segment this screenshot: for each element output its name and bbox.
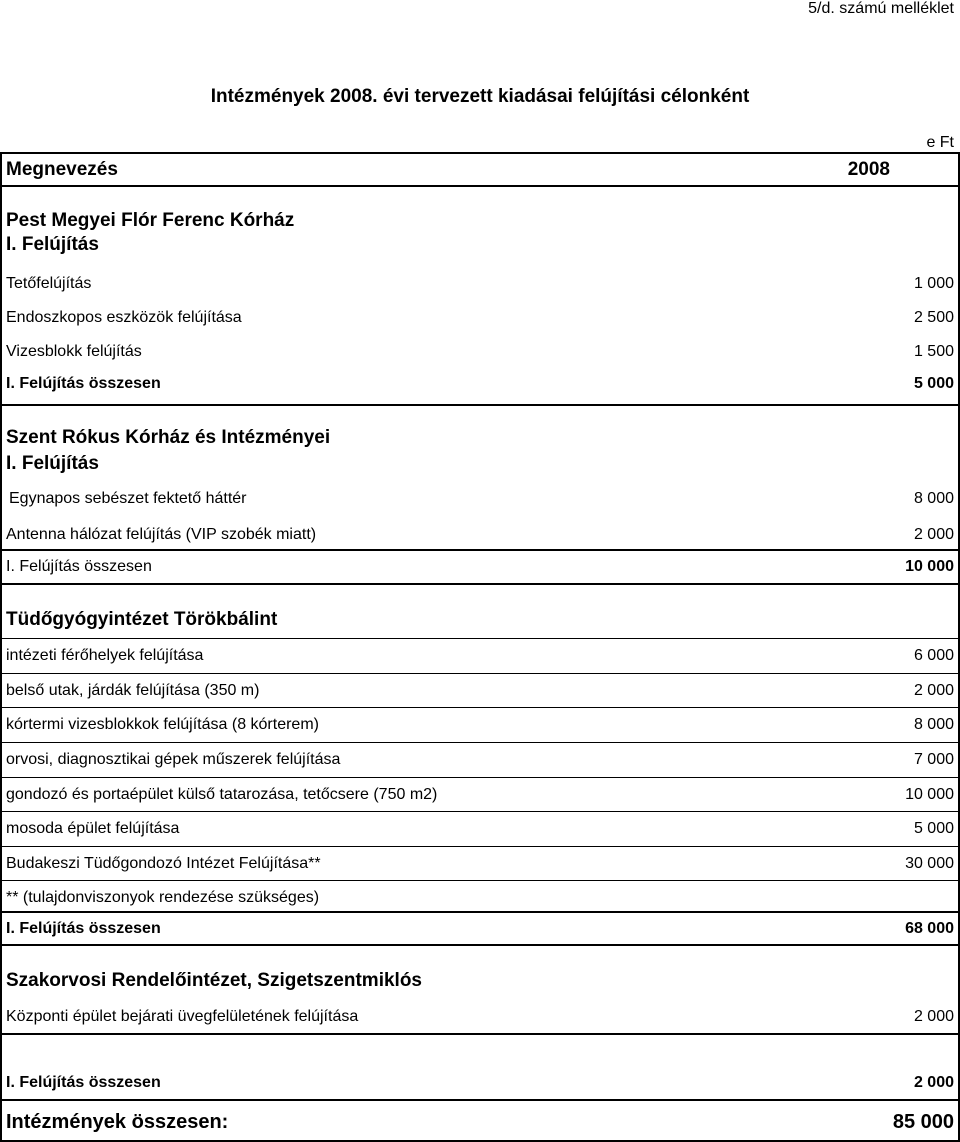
table-row <box>0 708 960 742</box>
item-label: mosoda épület felújítása <box>6 820 180 837</box>
section-name: Szakorvosi Rendelőintézet, Szigetszentmiklós <box>6 970 422 991</box>
table-row <box>0 639 960 673</box>
item-value: 1 500 <box>913 343 954 360</box>
table-row <box>0 518 960 552</box>
item-label: Központi épület bejárati üvegfelületének felújítása <box>6 1008 359 1025</box>
item-value: 30 000 <box>905 855 954 872</box>
table-row <box>0 267 960 301</box>
item-label: kórtermi vizesblokkok felújítása (8 kórterem) <box>6 716 319 733</box>
section-total-row <box>0 912 960 946</box>
item-value: 6 000 <box>913 647 954 664</box>
total-value: 10 000 <box>905 558 954 575</box>
table-row <box>0 881 960 915</box>
total-value: 2 000 <box>913 1074 954 1091</box>
item-value: 2 000 <box>913 1008 954 1025</box>
section-title <box>0 964 960 998</box>
table-row <box>0 812 960 846</box>
header-bottom-line <box>0 185 960 187</box>
table-row <box>0 743 960 777</box>
section-title <box>0 603 960 637</box>
section-divider <box>0 1099 960 1101</box>
header-name: Megnevezés <box>6 159 118 180</box>
item-label: belső utak, járdák felújítása (350 m) <box>6 682 260 699</box>
total-value: 68 000 <box>905 920 954 937</box>
item-label: ** (tulajdonviszonyok rendezése szükséges) <box>6 889 320 906</box>
item-value: 10 000 <box>905 786 954 803</box>
table-row <box>0 301 960 335</box>
grand-total-value: 85 000 <box>892 1110 954 1133</box>
item-value: 8 000 <box>913 716 954 733</box>
section-total-row <box>0 1066 960 1100</box>
table-row <box>0 335 960 369</box>
section-name: Szent Rókus Kórház és Intézményei <box>6 427 331 448</box>
section-name: Pest Megyei Flór Ferenc Kórház <box>6 210 295 231</box>
grand-total-row <box>0 1105 960 1139</box>
section-subheading <box>0 447 960 481</box>
unit-label: e Ft <box>926 134 954 151</box>
subheading-label: I. Felújítás <box>6 453 99 474</box>
subheading-label: I. Felújítás <box>6 234 99 255</box>
table-row <box>0 1000 960 1034</box>
item-value: 2 000 <box>913 526 954 543</box>
item-label: Vizesblokk felújítás <box>6 343 142 360</box>
item-value: 5 000 <box>913 820 954 837</box>
total-label: I. Felújítás összesen <box>6 558 152 575</box>
item-label: Antenna hálózat felújítás (VIP szobék miatt) <box>6 526 317 543</box>
section-divider <box>0 583 960 585</box>
item-label: Endoszkopos eszközök felújítása <box>6 309 242 326</box>
total-label: I. Felújítás összesen <box>6 1074 161 1091</box>
total-label: I. Felújítás összesen <box>6 375 161 392</box>
table-row <box>0 778 960 812</box>
section-total-row <box>0 550 960 584</box>
section-divider <box>0 944 960 946</box>
item-label: gondozó és portaépület külső tatarozása, tetőcsere (750 m2) <box>6 786 438 803</box>
table-row <box>0 482 960 516</box>
item-value: 8 000 <box>913 490 954 507</box>
annex-label: 5/d. számú melléklet <box>808 0 954 17</box>
section-subheading <box>0 228 960 262</box>
page-title: Intézmények 2008. évi tervezett kiadásai felújítási célonként <box>210 86 750 107</box>
section-name: Tüdőgyógyintézet Törökbálint <box>6 609 278 630</box>
item-label: Tetőfelújítás <box>6 275 92 292</box>
item-value: 2 000 <box>913 682 954 699</box>
item-label: orvosi, diagnosztikai gépek műszerek felújítása <box>6 751 341 768</box>
item-value: 1 000 <box>913 275 954 292</box>
table-row <box>0 674 960 708</box>
section-total-row <box>0 367 960 401</box>
header-row <box>0 153 960 187</box>
total-label: I. Felújítás összesen <box>6 920 161 937</box>
item-label: Budakeszi Tüdőgondozó Intézet Felújítása** <box>6 855 321 872</box>
item-value: 2 500 <box>913 309 954 326</box>
row-divider <box>0 1033 960 1035</box>
total-value: 5 000 <box>913 375 954 392</box>
header-year: 2008 <box>847 159 890 180</box>
item-label: Egynapos sebészet fektető háttér <box>9 490 247 507</box>
item-label: intézeti férőhelyek felújítása <box>6 647 204 664</box>
item-value: 7 000 <box>913 751 954 768</box>
section-divider <box>0 404 960 406</box>
table-row <box>0 847 960 881</box>
grand-total-label: Intézmények összesen: <box>6 1110 229 1133</box>
